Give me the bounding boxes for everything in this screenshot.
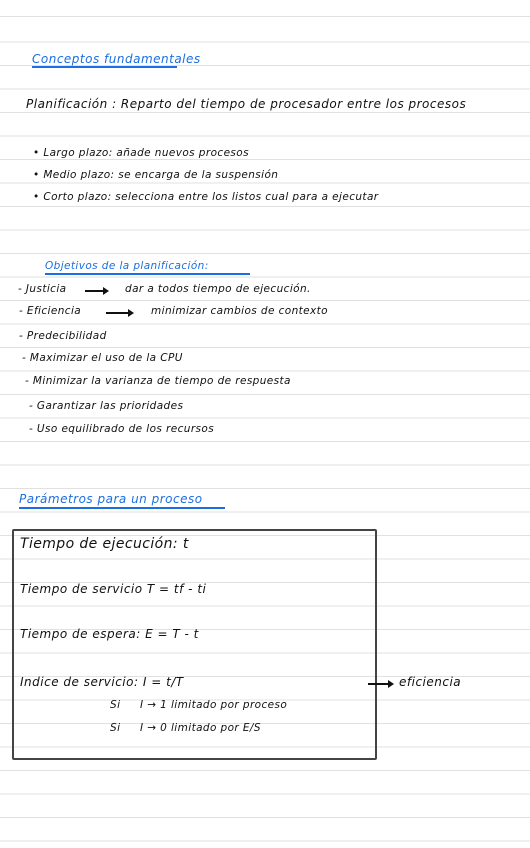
tiempo-ejecucion: Tiempo de ejecución: t: [20, 536, 189, 552]
section1-title: Conceptos fundamentales: [32, 52, 201, 66]
tiempo-espera: Tiempo de espera: E = T - t: [20, 627, 199, 641]
tiempo-servicio: Tiempo de servicio T = tf - ti: [20, 582, 207, 596]
section1-title-underline: [32, 66, 177, 68]
condition-text-1: I → 1 limitado por proceso: [140, 699, 288, 711]
eficiencia-text: minimizar cambios de contexto: [151, 305, 328, 317]
list-item-medio-plazo: • Medio plazo: se encarga de la suspensión: [33, 169, 279, 181]
arrow-icon: [368, 683, 392, 685]
list-item-garantizar: - Garantizar las prioridades: [29, 400, 184, 412]
justicia-text: dar a todos tiempo de ejecución.: [125, 283, 311, 295]
condition-text-2: I → 0 limitado por E/S: [140, 722, 261, 734]
eficiencia-label: - Eficiencia: [19, 305, 82, 317]
condition-si-2: Si: [110, 722, 121, 734]
condition-si-1: Si: [110, 699, 121, 711]
justicia-label: - Justicia: [18, 283, 67, 295]
indice-servicio: Indice de servicio: I = t/T: [20, 675, 184, 689]
list-item-corto-plazo: • Corto plazo: selecciona entre los listos cual para a ejecutar: [33, 191, 379, 203]
arrow-icon: [106, 312, 132, 314]
list-item-predecibilidad: - Predecibilidad: [19, 330, 107, 342]
list-item-maximizar: - Maximizar el uso de la CPU: [22, 352, 183, 364]
eficiencia-side-note: eficiencia: [399, 675, 462, 689]
list-item-uso: - Uso equilibrado de los recursos: [29, 423, 215, 435]
arrow-icon: [85, 290, 107, 292]
list-item-minimizar: - Minimizar la varianza de tiempo de respuesta: [25, 375, 291, 387]
planificacion-definition: Planificación : Reparto del tiempo de procesador entre los procesos: [26, 97, 467, 111]
section3-title: Parámetros para un proceso: [19, 492, 203, 506]
section2-title: Objetivos de la planificación:: [45, 260, 209, 272]
list-item-largo-plazo: • Largo plazo: añade nuevos procesos: [33, 147, 249, 159]
section3-title-underline: [19, 507, 225, 509]
section2-title-underline: [45, 273, 250, 275]
